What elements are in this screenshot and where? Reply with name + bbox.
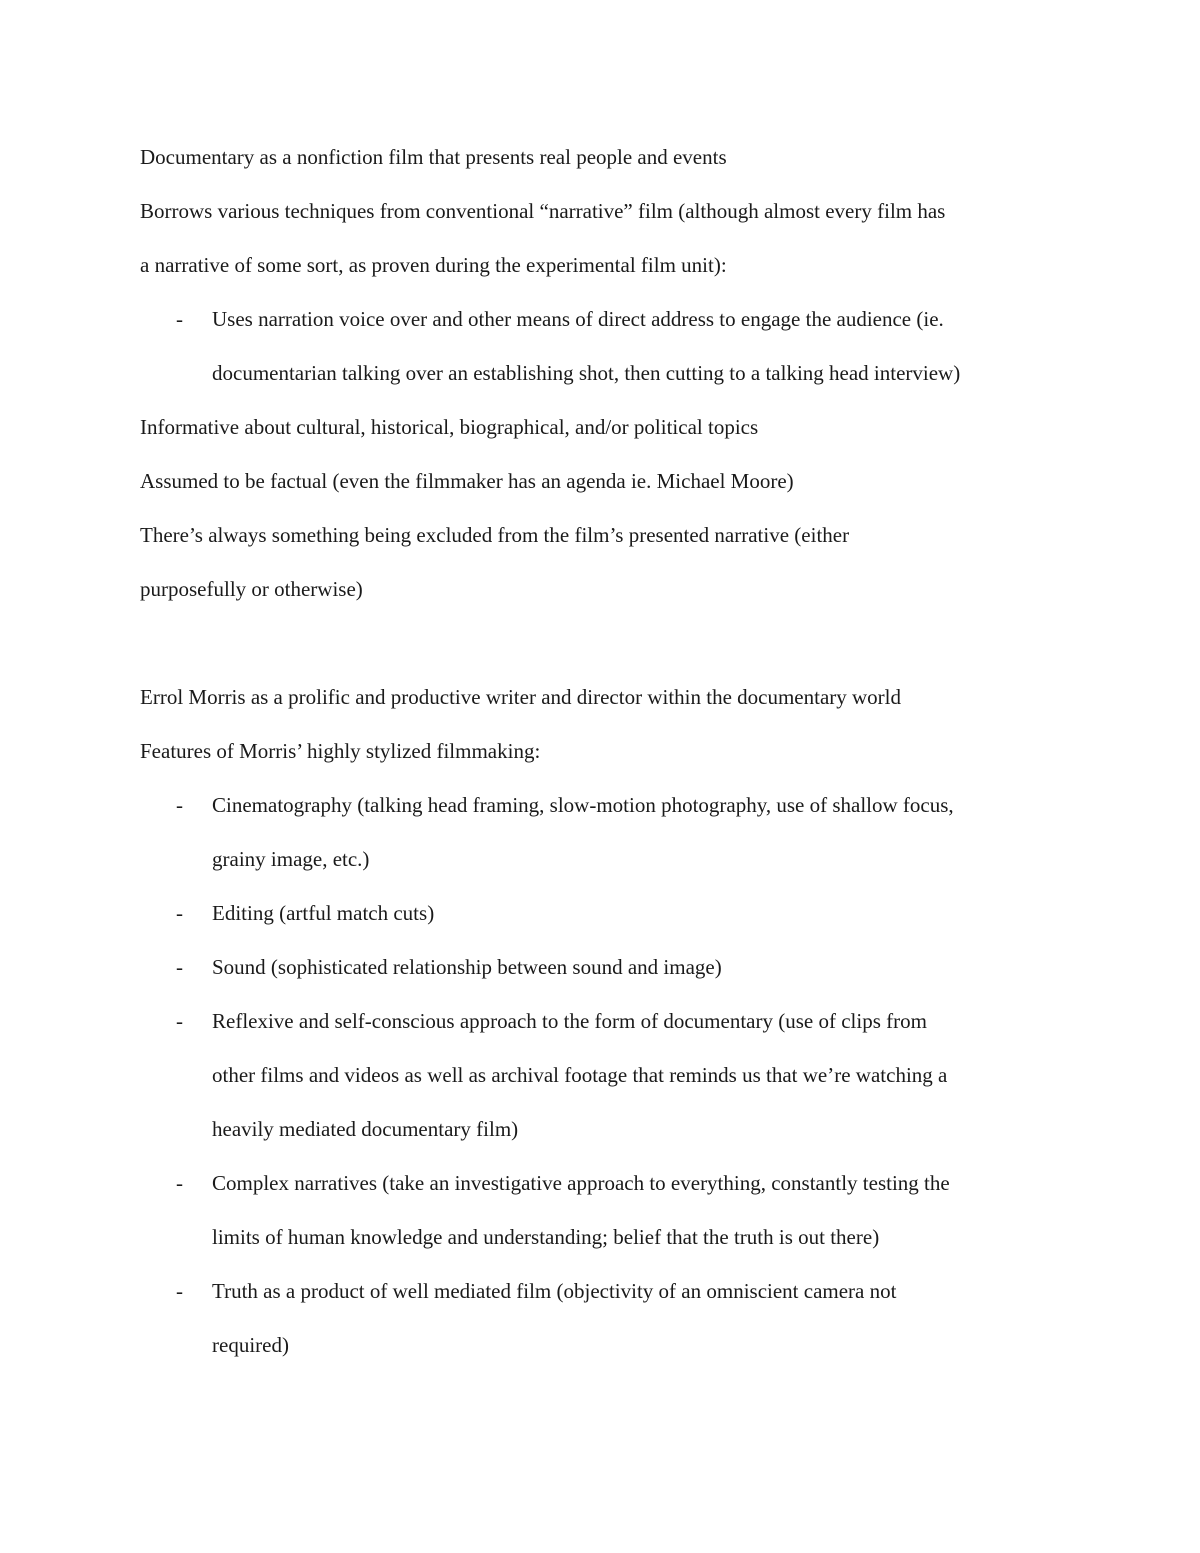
paragraph-documentary-definition: Documentary as a nonfiction film that presents real people and events [140, 145, 727, 169]
paragraph-borrows-techniques-2: a narrative of some sort, as proven during the experimental film unit): [140, 253, 727, 277]
list-item-line: grainy image, etc.) [212, 847, 370, 871]
list-item-truth [140, 1264, 1070, 1372]
blank-line [140, 616, 1070, 670]
list-item-sound [140, 940, 1070, 994]
list-item-editing [140, 886, 1070, 940]
list-item-line: Sound (sophisticated relationship between sound and image) [212, 955, 722, 979]
paragraph-features-heading: Features of Morris’ highly stylized filmmaking: [140, 739, 541, 763]
list-item-line: heavily mediated documentary film) [212, 1117, 519, 1141]
bullet-dash: - [176, 793, 183, 817]
list-item-line: Uses narration voice over and other means of direct address to engage the audience (ie. [212, 307, 944, 331]
list-item-line: other films and videos as well as archival footage that reminds us that we’re watching a [212, 1063, 948, 1087]
list-item-line: Cinematography (talking head framing, slow-motion photography, use of shallow focus, [212, 793, 954, 817]
paragraph-excluded-1: There’s always something being excluded from the film’s presented narrative (either [140, 523, 850, 547]
paragraph-assumed-factual: Assumed to be factual (even the filmmaker has an agenda ie. Michael Moore) [140, 469, 794, 493]
list-item-reflexive [140, 994, 1070, 1156]
list-item-complex-narratives [140, 1156, 1070, 1264]
list-item-line: Complex narratives (take an investigative approach to everything, constantly testing the [212, 1171, 950, 1195]
list-item-line: documentarian talking over an establishing shot, then cutting to a talking head interview) [212, 361, 961, 385]
list-item-line: Reflexive and self-conscious approach to the form of documentary (use of clips from [212, 1009, 927, 1033]
bullet-dash: - [176, 1009, 183, 1033]
paragraph-informative: Informative about cultural, historical, biographical, and/or political topics [140, 415, 759, 439]
list-item-line: Editing (artful match cuts) [212, 901, 435, 925]
document-body [140, 130, 1070, 1372]
list-item-line: Truth as a product of well mediated film (objectivity of an omniscient camera not [212, 1279, 897, 1303]
list-item-line: limits of human knowledge and understanding; belief that the truth is out there) [212, 1225, 880, 1249]
bullet-dash: - [176, 1279, 183, 1303]
list-item-narration [140, 292, 1070, 400]
list-item-cinematography [140, 778, 1070, 886]
bullet-dash: - [176, 901, 183, 925]
bullet-dash: - [176, 307, 183, 331]
paragraph-borrows-techniques-1: Borrows various techniques from conventional “narrative” film (although almost every film has [140, 199, 946, 223]
bullet-dash: - [176, 955, 183, 979]
paragraph-errol-morris: Errol Morris as a prolific and productive writer and director within the documentary world [140, 685, 902, 709]
paragraph-excluded-2: purposefully or otherwise) [140, 577, 363, 601]
list-item-line: required) [212, 1333, 289, 1357]
features-list [140, 778, 1070, 1372]
bullet-dash: - [176, 1171, 183, 1195]
